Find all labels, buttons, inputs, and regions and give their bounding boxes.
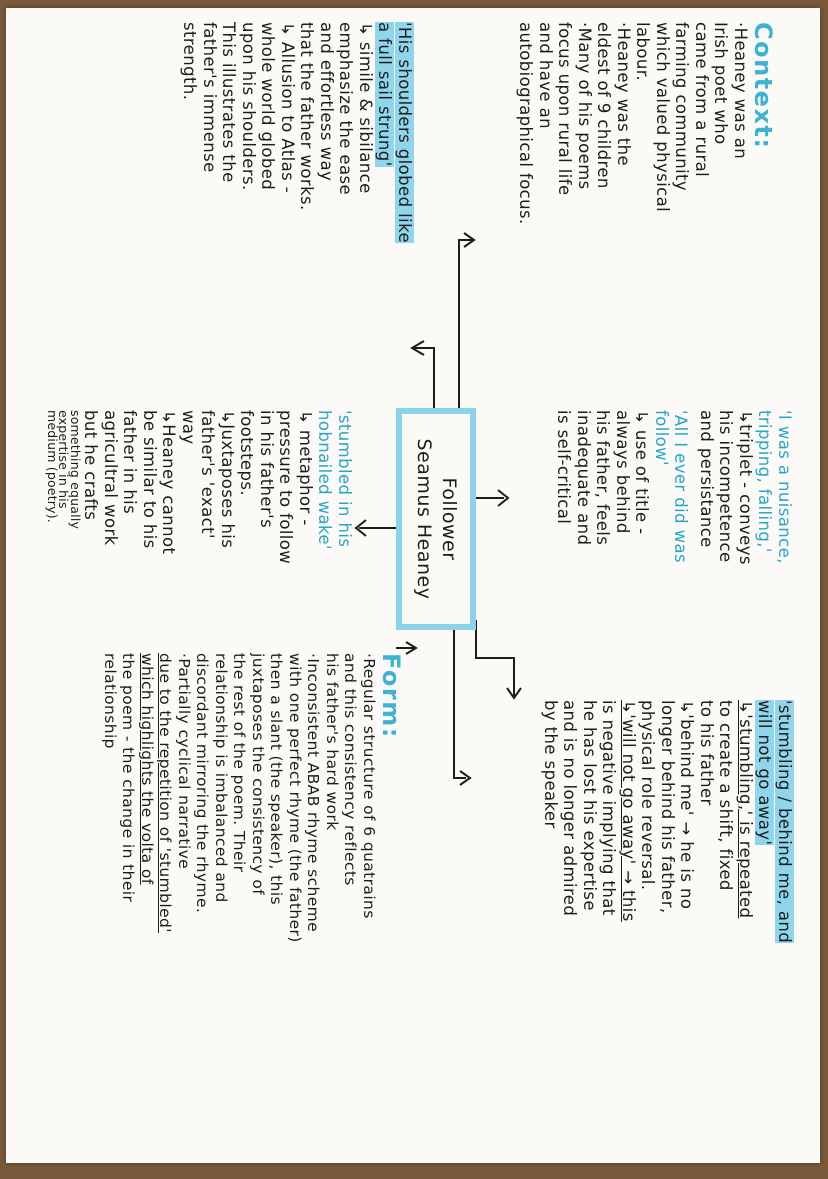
stumbled-small-line: expertise in his bbox=[56, 410, 72, 509]
context-line: autobiographical focus. bbox=[516, 22, 536, 225]
stumbling-line: longer behind his father, bbox=[658, 700, 677, 914]
follow-quote: follow' bbox=[652, 410, 671, 466]
form-line: relationship bbox=[101, 653, 119, 749]
follow-line: his father, feels bbox=[593, 410, 613, 546]
stumbled-line: father's 'exact' bbox=[198, 410, 218, 539]
shoulders-line: strength. bbox=[180, 22, 200, 101]
stumbled-line: ↳Heaney cannot bbox=[159, 410, 179, 555]
form-block bbox=[101, 653, 405, 1168]
context-heading: Context: bbox=[749, 22, 777, 150]
stumbled-line: be similar to his bbox=[140, 410, 159, 549]
context-line: farming community bbox=[672, 22, 692, 192]
shoulders-quote: 'His shoulders globed like bbox=[395, 22, 414, 243]
context-block bbox=[516, 22, 776, 402]
stumbling-line: physical role reversal. bbox=[638, 700, 658, 891]
form-line: and this consistency reflects bbox=[341, 653, 360, 886]
stumbled-line: ↳ metaphor - bbox=[296, 410, 315, 526]
shoulders-line: that the father works. bbox=[297, 22, 317, 211]
nuisance-quote: 'I was a nuisance, bbox=[775, 410, 794, 564]
form-line: due to the repetition of 'stumbled' bbox=[156, 653, 175, 933]
context-line: ·Heaney was the bbox=[614, 22, 633, 167]
stumbling-line: he has lost his expertise bbox=[580, 700, 599, 911]
stumbled-line: pressure to follow bbox=[276, 410, 296, 565]
poem-title: Follower bbox=[438, 477, 460, 561]
centre-title-box bbox=[396, 408, 476, 630]
form-line: ·Regular structure of 6 quatrains bbox=[360, 653, 378, 919]
shoulders-block bbox=[180, 22, 414, 402]
form-line: ·Inconsistent ABAB rhyme scheme bbox=[304, 653, 323, 933]
stumbling-line: and is no longer admired bbox=[560, 700, 580, 917]
stumbled-line: father in his bbox=[120, 410, 140, 515]
stumbling-line: to create a shift, fixed bbox=[716, 700, 736, 891]
stumbled-line: ↳Juxtaposes his bbox=[218, 410, 237, 549]
stumbled-block bbox=[47, 410, 355, 680]
follow-line: ↳ use of title - bbox=[632, 410, 652, 535]
shoulders-line: father's immense bbox=[200, 22, 219, 173]
stumbling-line: ↳'behind me' → he is no bbox=[677, 700, 697, 910]
stumbled-small-line: medium (poetry). bbox=[45, 410, 60, 523]
form-line: ·Partially cyclical narrative bbox=[175, 653, 193, 870]
form-line: then a slant (the speaker), this bbox=[267, 653, 286, 905]
arrow-to-stumbling-2 bbox=[454, 630, 466, 778]
stumbling-block bbox=[541, 700, 795, 1160]
shoulders-line: This illustrates the bbox=[219, 22, 239, 183]
shoulders-line: upon his shoulders. bbox=[239, 22, 258, 191]
shoulders-line: ↳ Allusion to Atlas - bbox=[278, 22, 297, 194]
stumbled-line: footsteps. bbox=[237, 410, 257, 497]
shoulders-line: ↳ simile & sibilance bbox=[356, 22, 375, 194]
stumbling-line: ↳'stumbling,' is repeated bbox=[736, 700, 755, 919]
nuisance-line: ↳triplet - conveys bbox=[736, 410, 755, 565]
form-heading: Form: bbox=[377, 653, 405, 739]
shoulders-line: whole world globed bbox=[258, 22, 278, 191]
stumbling-line: ↳'will not go away' → this bbox=[619, 700, 638, 922]
nuisance-block bbox=[554, 410, 794, 730]
context-line: focus upon rural life bbox=[555, 22, 575, 196]
follow-quote: 'All I ever did was bbox=[671, 410, 691, 564]
stumbled-line: agricultral work bbox=[101, 410, 120, 546]
nuisance-line: his incompetence bbox=[716, 410, 736, 563]
stumbling-line: is negative implying that bbox=[599, 700, 619, 916]
nuisance-quote: tripping, falling,' bbox=[755, 410, 775, 553]
form-line: his father's hard work bbox=[323, 653, 341, 831]
context-line: ·Many of his poems bbox=[575, 22, 594, 190]
context-line: Irish poet who bbox=[711, 22, 731, 145]
context-line: which valued physical bbox=[653, 22, 672, 213]
stumbled-line: but he crafts bbox=[81, 410, 101, 521]
stumbling-line: by the speaker bbox=[541, 700, 560, 829]
arrow-to-context bbox=[459, 240, 472, 408]
form-line: relationship is imbalanced and bbox=[212, 653, 230, 903]
context-line: ·Heaney was an bbox=[731, 22, 750, 160]
form-line: the rest of the poem. Their bbox=[230, 653, 249, 873]
poem-author: Seamus Heaney bbox=[413, 438, 435, 600]
stumbled-quote: 'stumbled in his bbox=[335, 410, 354, 548]
form-line: juxtaposes the consistency of bbox=[249, 653, 267, 896]
stumbled-quote: hobnailed wake' bbox=[315, 410, 335, 550]
stumbled-small-line: something equally bbox=[68, 410, 83, 530]
context-line: labour. bbox=[633, 22, 653, 82]
shoulders-quote: a full sail strung' bbox=[375, 22, 395, 167]
stumbling-quote: 'stumbling / behind me, and bbox=[775, 700, 794, 944]
stumbled-line: way bbox=[179, 410, 198, 445]
mind-map bbox=[6, 8, 828, 1179]
form-line: the poem - the change in their bbox=[119, 653, 138, 903]
form-line: with one perfect rhyme (the father) bbox=[286, 653, 304, 943]
nuisance-line: and persistance bbox=[697, 410, 716, 548]
context-line: came from a rural bbox=[692, 22, 711, 178]
stumbling-quote: will not go away' bbox=[755, 700, 775, 846]
shoulders-line: and effortless way bbox=[317, 22, 336, 182]
form-line: which highlights the volta of bbox=[138, 653, 156, 885]
notebook-page bbox=[6, 8, 820, 1163]
shoulders-line: emphasize the ease bbox=[336, 22, 356, 196]
form-line: discordant mirroring the rhyme. bbox=[193, 653, 212, 914]
stumbled-line: in his father's bbox=[257, 410, 276, 529]
follow-line: inadequate and bbox=[574, 410, 593, 546]
stumbling-line: to his father bbox=[697, 700, 716, 806]
follow-line: is self-critical bbox=[554, 410, 574, 525]
context-line: eldest of 9 children bbox=[594, 22, 614, 189]
context-line: and have an bbox=[536, 22, 555, 129]
follow-line: always behind bbox=[613, 410, 632, 534]
arrow-to-shoulders bbox=[414, 348, 434, 408]
arrow-to-stumbling bbox=[476, 620, 514, 696]
